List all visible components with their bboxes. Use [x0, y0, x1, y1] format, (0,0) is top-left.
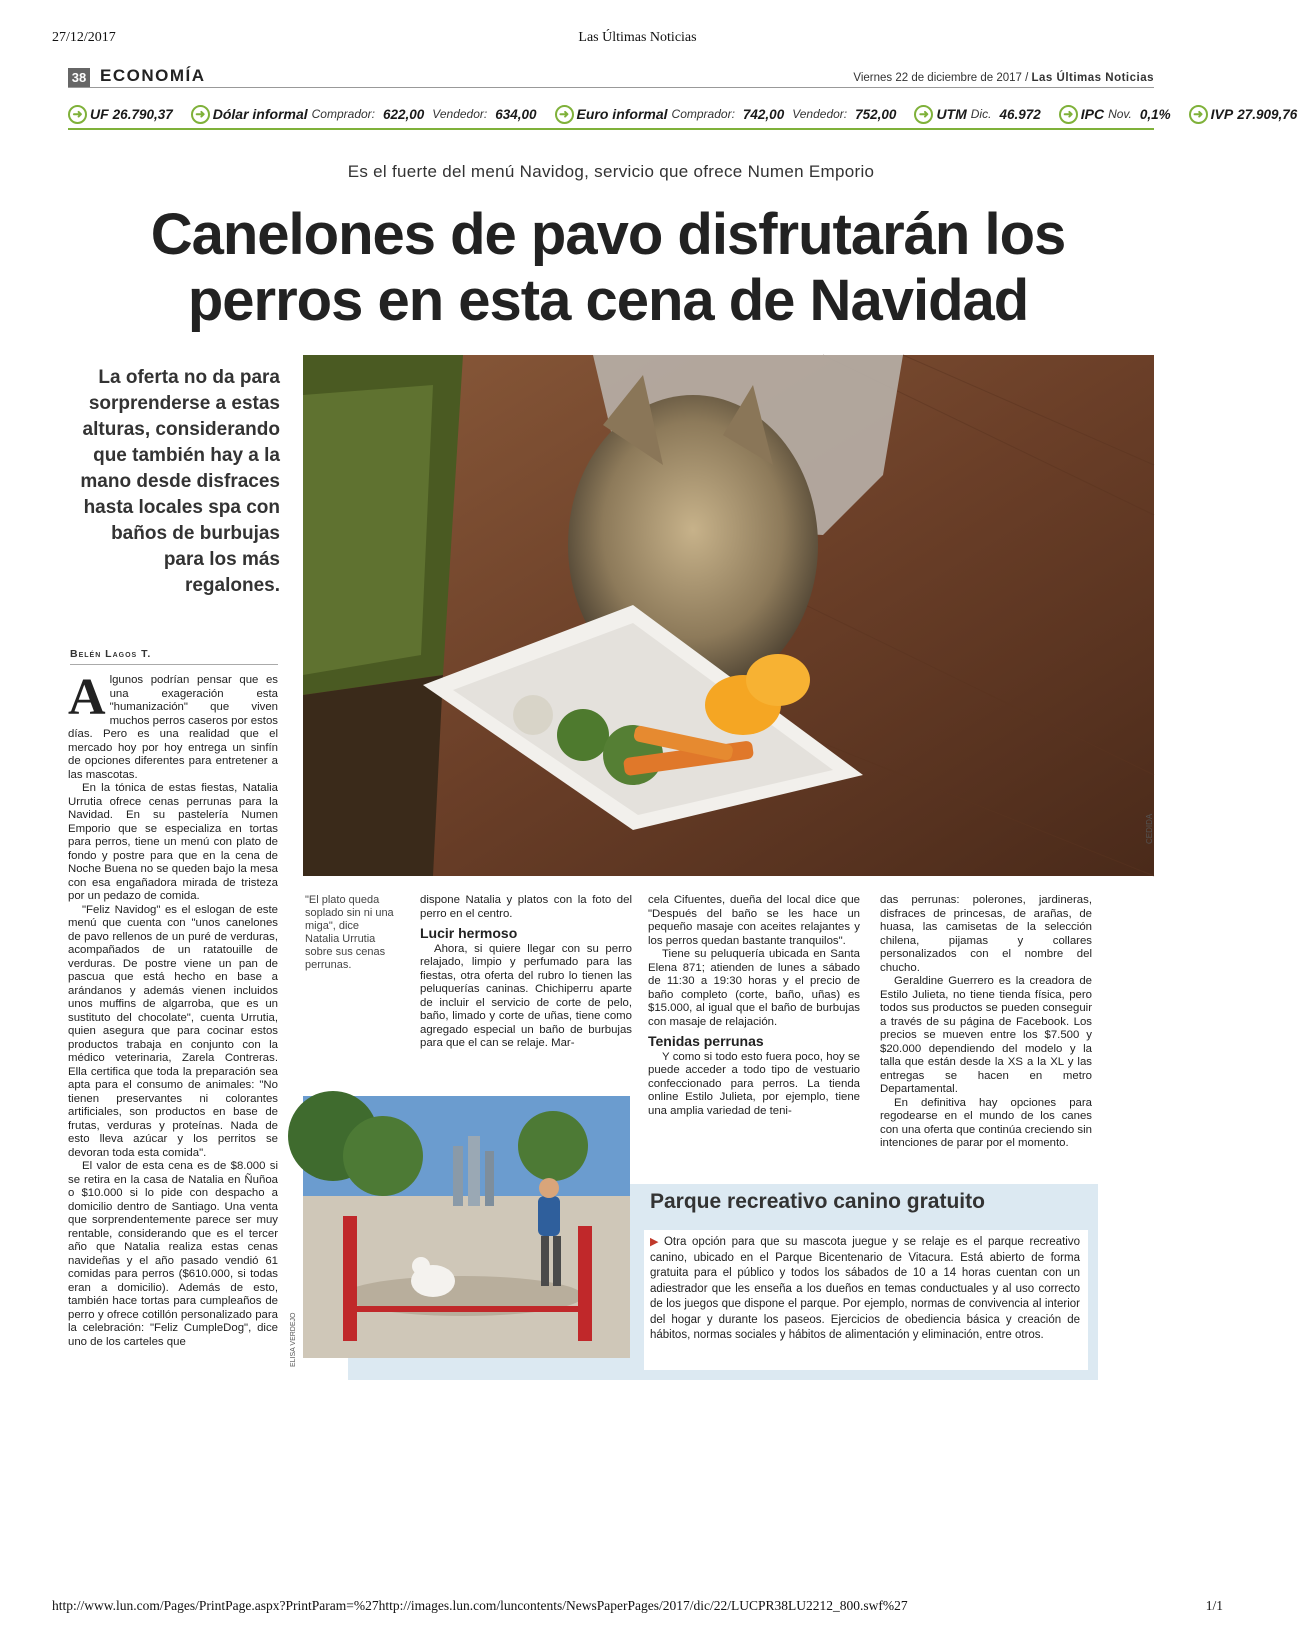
ticker-label: IVP	[1210, 106, 1234, 122]
article-lede: La oferta no da para sorprenderse a estas alturas, considerando que también hay a la mano desde disfraces hasta locales spa con baños de burbujas para los más regalones.	[80, 367, 280, 596]
ticker-label: Dólar informal	[212, 106, 308, 122]
section-name: ECONOMÍA	[100, 66, 206, 85]
section-header	[68, 66, 1154, 88]
arrow-right-icon: ➜	[555, 105, 574, 124]
subhead-tenidas-perrunas: Tenidas perrunas	[648, 1033, 764, 1049]
sidebar-box-text	[650, 1235, 1080, 1344]
ticker-label: IPC	[1080, 106, 1105, 122]
photo-dog-park	[303, 1096, 630, 1358]
paragraph: das perrunas: polerones, jardineras, disfraces de princesas, de arañas, de huasa, las camisetas de la selección chilena, pijamas y collares personalizados con el nombre del chucho.	[880, 894, 1092, 974]
paragraph: En definitiva hay opciones para regodearse en el mundo de los canes con una oferta que continúa creciendo sin intenciones de parar por el momento.	[880, 1096, 1092, 1149]
ticker-item-uf	[68, 105, 181, 124]
ticker-item-utm	[914, 105, 1048, 124]
newspaper-page	[68, 62, 1298, 1562]
ticker-value: 26.790,37	[112, 106, 173, 122]
paragraph: dispone Natalia y platos con la foto del perro en el centro.	[420, 894, 632, 920]
drop-cap: A	[68, 669, 106, 726]
paragraph: El valor de esta cena es de $8.000 si se retira en la casa de Natalia en Ñuñoa o $10.000 si lo pide con despacho a domicilio dentro de Santiago. Una venta que sorprendentemente parece ser muy rentable, considerando que es el tercer año que Natalia realiza estas cenas navideñas y el año pasado vendió 61 comidas para perros ($610.000, si todas eran a domicilio). Además de esto, también hace tortas para cumpleaños de perro y ofrece cotillón personalizado para la celebración: "Feliz CumpleDog", dice uno de los carteles que	[68, 1160, 278, 1348]
subhead-lucir-hermoso: Lucir hermoso	[420, 925, 518, 941]
ticker-value: 622,00	[383, 106, 425, 122]
ticker-sublabel: Vendedor:	[432, 107, 488, 121]
browser-header	[52, 30, 1223, 50]
paragraph-text: lgunos podrían pensar que es una exageración esta "humanización" que viven muchos perros caseros por estos días. Pero es una realidad que el mercado hoy por hoy entrega un sinfín de opciones diferentes para entretener a las mascotas.	[68, 674, 278, 781]
byline: Belén Lagos T.	[70, 648, 278, 665]
ticker-sublabel: Comprador:	[311, 107, 375, 121]
article-column-2	[420, 894, 632, 1051]
ticker-sublabel: Vendedor:	[792, 107, 848, 121]
sidebar-box-title: Parque recreativo canino gratuito	[650, 1190, 985, 1213]
paragraph: "Feliz Navidog" es el eslogan de este menú que cuenta con "unos canelones de pavo rellenos de un puré de verduras, acompañados de un ratatouille de verduras. De postre viene un pan de pascua que está hecho en base a arándanos y además vienen incluidos unos muffins de algarroba, que es un sustituto del chocolate", cuenta Urrutia, quien asegura que para cocinar estos productos trabaja en conjunto con la médico veterinaria, Zarela Contreras. Ella certifica que toda la preparación sea apta para el consumo de animales: "No tienen preservantes ni colorantes artificiales, son productos en base de frutas, verduras y proteínas. Nada de esto lleva azúcar y los perritos se devoran toda esta comida".	[68, 903, 278, 1159]
ticker-item-euro	[555, 105, 905, 124]
dog-park-illustration	[303, 1096, 630, 1358]
main-photo-dog-eating	[303, 355, 1154, 876]
ticker-sublabel: Dic.	[970, 107, 992, 121]
issue-date-text: Viernes 22 de diciembre de 2017 /	[853, 72, 1032, 84]
arrow-right-icon: ➜	[68, 105, 87, 124]
ticker-label: Euro informal	[576, 106, 668, 122]
page-number: 38	[68, 68, 90, 87]
ticker-value: 752,00	[855, 106, 897, 122]
arrow-right-icon: ➜	[1059, 105, 1078, 124]
dog-eating-illustration	[303, 355, 1154, 876]
photo-caption: "El plato queda soplado sin ni una miga", dice Natalia Urrutia sobre sus cenas perrunas.	[305, 894, 394, 971]
article-headline: Canelones de pavo disfrutarán los perros en esta cena de Navidad	[150, 202, 1066, 333]
article-column-4	[880, 894, 1092, 1151]
arrow-right-icon: ➜	[914, 105, 933, 124]
ticker-value: 742,00	[742, 106, 785, 122]
ticker-label: UTM	[936, 106, 967, 122]
ticker-sublabel: Comprador:	[671, 107, 735, 121]
ticker-value: 0,1%	[1139, 106, 1171, 122]
economic-ticker	[68, 100, 1298, 130]
article-column-3	[648, 894, 860, 1118]
ticker-value: 634,00	[495, 106, 537, 122]
triangle-bullet-icon: ▶	[650, 1236, 661, 1248]
main-photo-credit: CEDIDA	[1145, 813, 1154, 844]
paragraph: Y como si todo esto fuera poco, hoy se puede acceder a todo tipo de vestuario confeccionado para perros. La tienda online Estilo Julieta, por ejemplo, tiene una amplia variedad de teni-	[648, 1050, 860, 1117]
browser-footer	[52, 1598, 1223, 1618]
paragraph: Tiene su peluquería ubicada en Santa Elena 871; atienden de lunes a sábado de 11:30 a 19:30 horas y el precio de baño completo (corte, baño, uñas) es $15.000, al igual que el baño de burbujas con masaje de relajación.	[648, 948, 860, 1028]
ticker-sublabel: Nov.	[1108, 107, 1132, 121]
ticker-item-ivp	[1189, 105, 1305, 124]
paper-name: Las Últimas Noticias	[1031, 72, 1154, 84]
paragraph: Geraldine Guerrero es la creadora de Estilo Julieta, no tiene tienda física, pero todos sus productos se pueden conseguir a través de su página de Facebook. Los precios se mueven entre los $7.500 y $20.000 dependiendo del modelo y la talla que están desde la XS a la XL y las entregas se hacen en metro Departamental.	[880, 975, 1092, 1095]
print-page-count: 1/1	[1205, 1598, 1223, 1613]
ticker-item-dolar	[191, 105, 545, 124]
ticker-value: 46.972	[999, 106, 1041, 122]
small-photo-credit: ELISA VERDEJO	[290, 1312, 297, 1367]
ticker-label: UF	[90, 106, 109, 122]
arrow-right-icon: ➜	[1189, 105, 1208, 124]
print-site-title: Las Últimas Noticias	[578, 30, 697, 45]
print-date: 27/12/2017	[52, 30, 116, 45]
ticker-value: 27.909,76	[1237, 106, 1298, 122]
sidebar-box-paragraph: Otra opción para que su mascota juegue y se relaje es el parque recreativo canino, ubicado en el Parque Bicentenario de Vitacura. Está abierto de forma gratuita para el público y todos los sábados de 10 a 14 horas cuentan con un adiestrador que les enseña a los dueños en temas conductuales y al uso correcto de los juegos que dispone el parque. Por ejemplo, normas de convivencia al interior del hogar y durante los paseos. Ejercicios de obediencia básica y creación de hábitos, normas sociales y hábitos de alimentación y eliminación, entre otros.	[650, 1236, 1080, 1341]
paragraph: En la tónica de estas fiestas, Natalia Urrutia ofrece cenas perrunas para la Navidad. En su pastelería Numen Emporio que se especializa en tortas para perros, tiene un menú con plato de fondo y postre para que en la cena de Noche Buena no se queden bajo la mesa con esa engañadora mirada de tristeza por un pedazo de comida.	[68, 782, 278, 902]
paragraph: cela Cifuentes, dueña del local dice que "Después del baño se les hace un pequeño masaje con aceites relajantes y los perros quedan bastante tranquilos".	[648, 894, 860, 947]
ticker-item-ipc	[1059, 105, 1179, 124]
print-url: http://www.lun.com/Pages/PrintPage.aspx?PrintParam=%27http://images.lun.com/luncontents/NewsPaperPages/2017/dic/22/LUCPR38LU2212_800.swf%27	[52, 1598, 908, 1613]
paragraph: Ahora, si quiere llegar con su perro relajado, limpio y perfumado para las fiestas, otra oferta del rubro lo tienen las peluquerías caninas. Chichiperru aparte de incluir el servicio de corte de pelo, baño, limado y corte de uñas, tiene como agregado especial un baño de burbujas para que el can se relaje. Mar-	[420, 942, 632, 1049]
article-column-1	[68, 669, 278, 1349]
article-kicker: Es el fuerte del menú Navidog, servicio que ofrece Numen Emporio	[347, 162, 875, 181]
paragraph	[68, 669, 278, 782]
arrow-right-icon: ➜	[191, 105, 210, 124]
issue-date	[853, 72, 1154, 84]
